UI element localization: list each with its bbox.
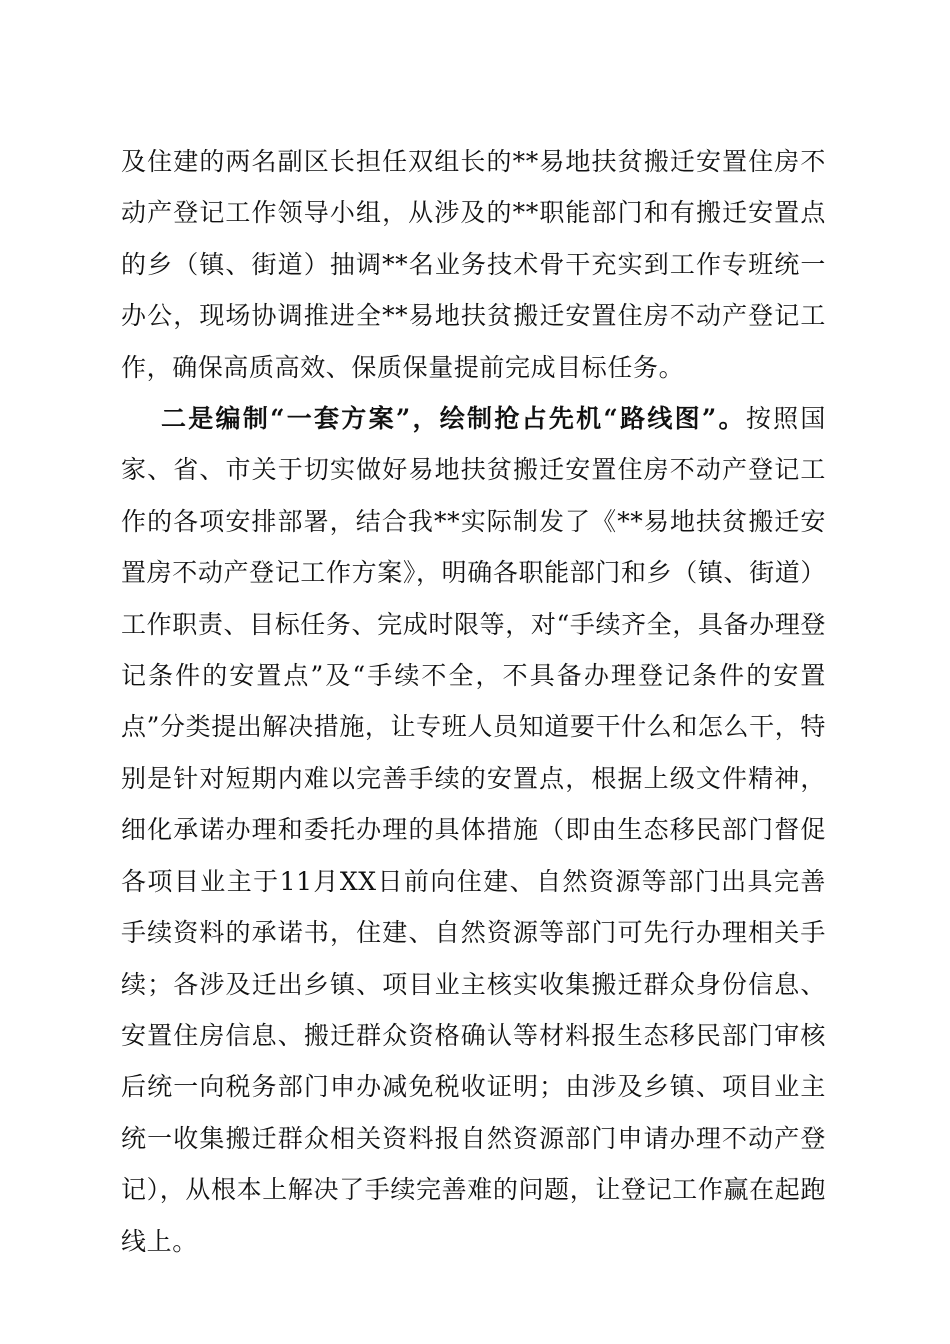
paragraph-continuation: 及住建的两名副区长担任双组长的**易地扶贫搬迁安置住房不动产登记工作领导小组，从涉及的**职能部门和有搬迁安置点的乡（镇、街道）抽调**名业务技术骨干充实到工作专班统一办公，现场协调推进全**易地扶贫搬迁安置住房不动产登记工作，确保高质高效、保质保量提前完成目标任务。 xyxy=(121,147,826,382)
paragraph-body-text: 按照国家、省、市关于切实做好易地扶贫搬迁安置住房不动产登记工作的各项安排部署，结合我**实际制发了《**易地扶贫搬迁安置房不动产登记工作方案》，明确各职能部门和乡（镇、街道）工作职责、目标任务、完成时限等，对“手续齐全，具备办理登记条件的安置点”及“手续不全，不具备办理登记条件的安置点”分类提出解决措施，让专班人员知道要干什么和怎么干，特别是针对短期内难以完善手续的安置点，根据上级文件精神，细化承诺办理和委托办理的具体措施（即由生态移民部门督促各项目业主于11月XX日前向住建、自然资源等部门出具完善手续资料的承诺书，住建、自然资源等部门可先行办理相关手续；各涉及迁出乡镇、项目业主核实收集搬迁群众身份信息、安置住房信息、搬迁群众资格确认等材料报生态移民部门审核后统一向税务部门申办减免税收证明；由涉及乡镇、项目业主统一收集搬迁群众相关资料报自然资源部门申请办理不动产登记），从根本上解决了手续完善难的问题，让登记工作赢在起跑线上。 xyxy=(121,404,826,1256)
document-body xyxy=(121,136,826,1267)
paragraph-plan xyxy=(121,393,826,1267)
paragraph-lead-heading: 二是编制“一套方案”，绘制抢占先机“路线图”。 xyxy=(161,404,746,434)
